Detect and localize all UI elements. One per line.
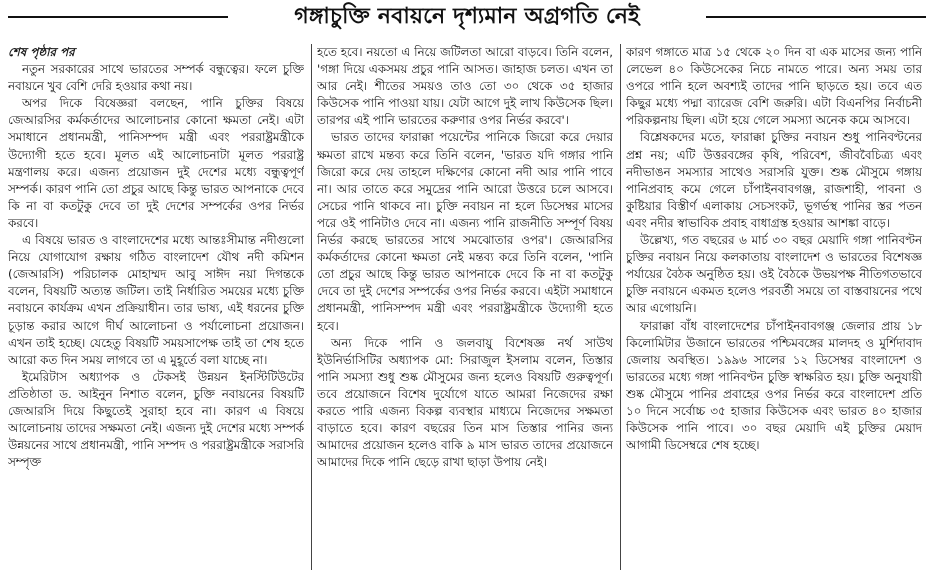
article-body xyxy=(8,44,926,570)
paragraph: হতে হবে। নয়তো এ নিয়ে জটিলতা আরো বাড়বে। তিনি বলেন, 'গঙ্গা দিয়ে একসময় প্রচুর পানি আসত। জাহাজ চলত। এখন তা আর নেই। শীতের সময়ও তাও তো ৩০ থেকে ৩৫ হাজার কিউসেক পানি পাওয়া যায়। যেটা আগে দুই লাখ কিউসেক ছিল। তারপর এই পানি ভারতের করুণার ওপর নির্ভর করবে'। xyxy=(317,45,613,128)
headline-bar xyxy=(0,0,934,36)
paragraph: অন্য দিকে পানি ও জলবায়ু বিশেষজ্ঞ নর্থ সাউথ ইউনির্ভাসিটির অধ্যাপক মো: সিরাজুল ইসলাম বলেন, তিস্তার পানি সমস্যা শুধু শুষ্ক মৌসুমের জন্য হলেও বিষয়টি গুরুত্বপূর্ণ। তবে প্রয়োজনে বিশেষ দুর্যোগে যাতে আমরা নিজেদের রক্ষা করতে পারি এজন্য বিকল্প ব্যবস্থার মাধ্যমে নিজেদের সক্ষমতা বাড়াতে হবে। কারণ বছরের তিন মাস তিস্তার পানির জন্য আমাদের প্রয়োজন হলেও বাকি ৯ মাস ভারত তাদের প্রয়োজনে আমাদের দিকে পানি ছেড়ে রাখা ছাড়া উপায় নেই। xyxy=(317,335,613,470)
article-column-1 xyxy=(8,44,304,570)
paragraph: ভারত তাদের ফারাক্কা পয়েন্টের পানিকে জিরো করে দেয়ার ক্ষমতা রাখে মন্তব্য করে তিনি বলেন, 'ভারত যদি গঙ্গার পানি জিরো করে দেয় তাহলে দক্ষিণের কোনো নদী আর পানি পাবে না। আর তাতে করে সমুদ্রের পানি আরো উত্তরে চলে আসবে। সেচের পানি থাকবে না। চুক্তি নবায়ন না হলে ডিসেম্বর মাসের পরে ওই পানিটাও দেবে না। এজন্য পানি রাজনীতি সম্পূর্ণ বিষয় নির্ভর করছে ভারতের সাথে সমঝোতার ওপর'। জেআরসির কর্মকর্তাদের কোনো ক্ষমতা নেই মন্তব্য করে তিনি বলেন, 'পানি তো প্রচুর আছে কিন্তু ভারত আপনাকে দেবে কি না বা কতটুকু দেবে তা দুই দেশের সম্পর্কের ওপর নির্ভর করবে। এইটা সমাধানে প্রধানমন্ত্রী, পানিসম্পদ মন্ত্রী এবং পররাষ্ট্রমন্ত্রীকে উদ্যোগী হতে হবে। xyxy=(317,130,613,333)
paragraph: এ বিষয়ে ভারত ও বাংলাদেশের মধ্যে আন্তঃসীমান্ত নদীগুলো নিয়ে যোগাযোগ রক্ষায় গঠিত বাংলাদেশ যৌথ নদী কমিশন (জেআরসি) পরিচালক মোহাম্মদ আবু সাঈদ নয়া দিগন্তকে বলেন, বিষয়টি অত্যন্ত জটিল। তাই নির্ধারিত সময়ের মধ্যে চুক্তি নবায়নে কার্যক্রম এখন প্রক্রিয়াধীন। তার ভাষ্য, এই ধরনের চুক্তি চূড়ান্ত করার আগে দীর্ঘ আলোচনা ও পর্যালোচনা প্রয়োজন। এখন তাই হচ্ছে। যেহেতু বিষয়টি সময়সাপেক্ষ তাই তা শেষ হতে আরো কত দিন সময় লাগবে তা এ মুহূর্তে বলা যাচ্ছে না। xyxy=(8,233,304,367)
continued-kicker: শেষ পৃষ্ঠার পর xyxy=(8,45,75,59)
paragraph: ফারাক্কা বাঁধ বাংলাদেশের চাঁপাইনবাবগঞ্জ জেলার প্রায় ১৮ কিলোমিটার উজানে ভারতের পশ্চিমবঙ্গের মালদহ ও মুর্শিদাবাদ জেলায় অবস্থিত। ১৯৯৬ সালের ১২ ডিসেম্বর বাংলাদেশ ও ভারতের মধ্যে গঙ্গা পানিবণ্টন চুক্তি স্বাক্ষরিত হয়। চুক্তি অনুযায়ী শুষ্ক মৌসুমে পানির প্রবাহের ওপর নির্ভর করে বাংলাদেশ প্রতি ১০ দিনে সর্বোচ্চ ৩৫ হাজার কিউসেক এবং ভারত ৪০ হাজার কিউসেক পানি পাবে। ৩০ বছর মেয়াদি এই চুক্তির মেয়াদ আগামী ডিসেম্বরে শেষ হচ্ছে। xyxy=(626,318,922,453)
paragraph: বিশ্লেষকদের মতে, ফারাক্কা চুক্তির নবায়ন শুধু পানিবণ্টনের প্রশ্ন নয়; এটি উত্তরবঙ্গের কৃষি, পরিবেশ, জীববৈচিত্র্য এবং নদীভাঙন সমস্যার সাথেও সরাসরি যুক্ত। শুষ্ক মৌসুমে গঙ্গায় পানিপ্রবাহ কমে গেলে চাঁপাইনবাবগঞ্জ, রাজশাহী, পাবনা ও কুষ্টিয়ার বিস্তীর্ণ এলাকায় সেচসংকট, ভূগর্ভস্থ পানির স্তর পতন এবং নদীর স্বাভাবিক প্রবাহ বাধাগ্রস্ত হওয়ার আশঙ্কা বাড়ে। xyxy=(626,130,922,230)
paragraph: কারণ গঙ্গাতে মাত্র ১৫ থেকে ২০ দিন বা এক মাসের জন্য পানি লেভেল ৪০ কিউসেকের নিচে নামতে পারে। অন্য সময় তার ওপরে পানি হলে অবশ্যই তাদের পানি ছাড়তে হয়। তবে এত কিছুর মধ্যে পদ্মা ব্যারেজ বেশি জরুরি। এটা বিএনপির নির্বাচনী পরিকল্পনায় ছিল। এটা হয়ে গেলে সমস্যা অনেক কমে আসবে। xyxy=(626,45,922,128)
headline-rule-left xyxy=(8,16,228,18)
headline-rule-right xyxy=(706,16,926,18)
paragraph: উল্লেখ্য, গত বছরের ৬ মার্চ ৩০ বছর মেয়াদি গঙ্গা পানিবণ্টন চুক্তির নবায়ন নিয়ে কলকাতায় বাংলাদেশ ও ভারতের বিশেষজ্ঞ পর্যায়ের বৈঠক অনুষ্ঠিত হয়। ওই বৈঠকে উভয়পক্ষ নীতিগতভাবে চুক্তি নবায়নে একমত হলেও পরবর্তী সময়ে তা বাস্তবায়নের পথে আর এগোয়নি। xyxy=(626,233,922,316)
headline: গঙ্গাচুক্তি নবায়নে দৃশ্যমান অগ্রগতি নেই xyxy=(294,4,640,29)
paragraph: নতুন সরকারের সাথে ভারতের সম্পর্ক বন্ধুত্বের। ফলে চুক্তি নবায়নে খুব বেশি দেরি হওয়ার কথা নয়। xyxy=(8,62,304,94)
paragraph: ইমেরিটাস অধ্যাপক ও টেকসই উন্নয়ন ইনস্টিটিউটের প্রতিষ্ঠাতা ড. আইনুন নিশাত বলেন, চুক্তি নবায়নের বিষয়টি জেআরসি দিয়ে কিছুতেই সুরাহা হবে না। কারণ এ বিষয়ে আলোচনায় তাদের সক্ষমতা নেই। এজন্য দুই দেশের মধ্যে সম্পর্ক উন্নয়নের সাথে প্রধানমন্ত্রী, পানি সম্পদ ও পররাষ্ট্রমন্ত্রীকে সরাসরি সম্পৃক্ত xyxy=(8,369,304,470)
paragraph: অপর দিকে বিষেজ্ঞরা বলছেন, পানি চুক্তির বিষয়ে জেআরসির কর্মকর্তাদের আলোচনার কোনো ক্ষমতা নেই। এটা সমাধানে প্রধানমন্ত্রী, পানিসম্পদ মন্ত্রী এবং পররাষ্ট্রমন্ত্রীকে উদ্যোগী হতে হবে। মূলত এই আলোচনাটা মূলত পররাষ্ট্র মন্ত্রণালয় করে। এজন্য প্রয়োজন দুই দেশের মধ্যে বন্ধুত্বপূর্ণ সম্পর্ক। কারণ পানি তো প্রচুর আছে কিন্তু ভারত আপনাকে দেবে কি না বা কতটুকু দেবে তা দুই দেশের সম্পর্কের ওপর নির্ভর করবে। xyxy=(8,96,304,230)
article-column-3 xyxy=(626,44,922,570)
article-column-2 xyxy=(317,44,613,570)
